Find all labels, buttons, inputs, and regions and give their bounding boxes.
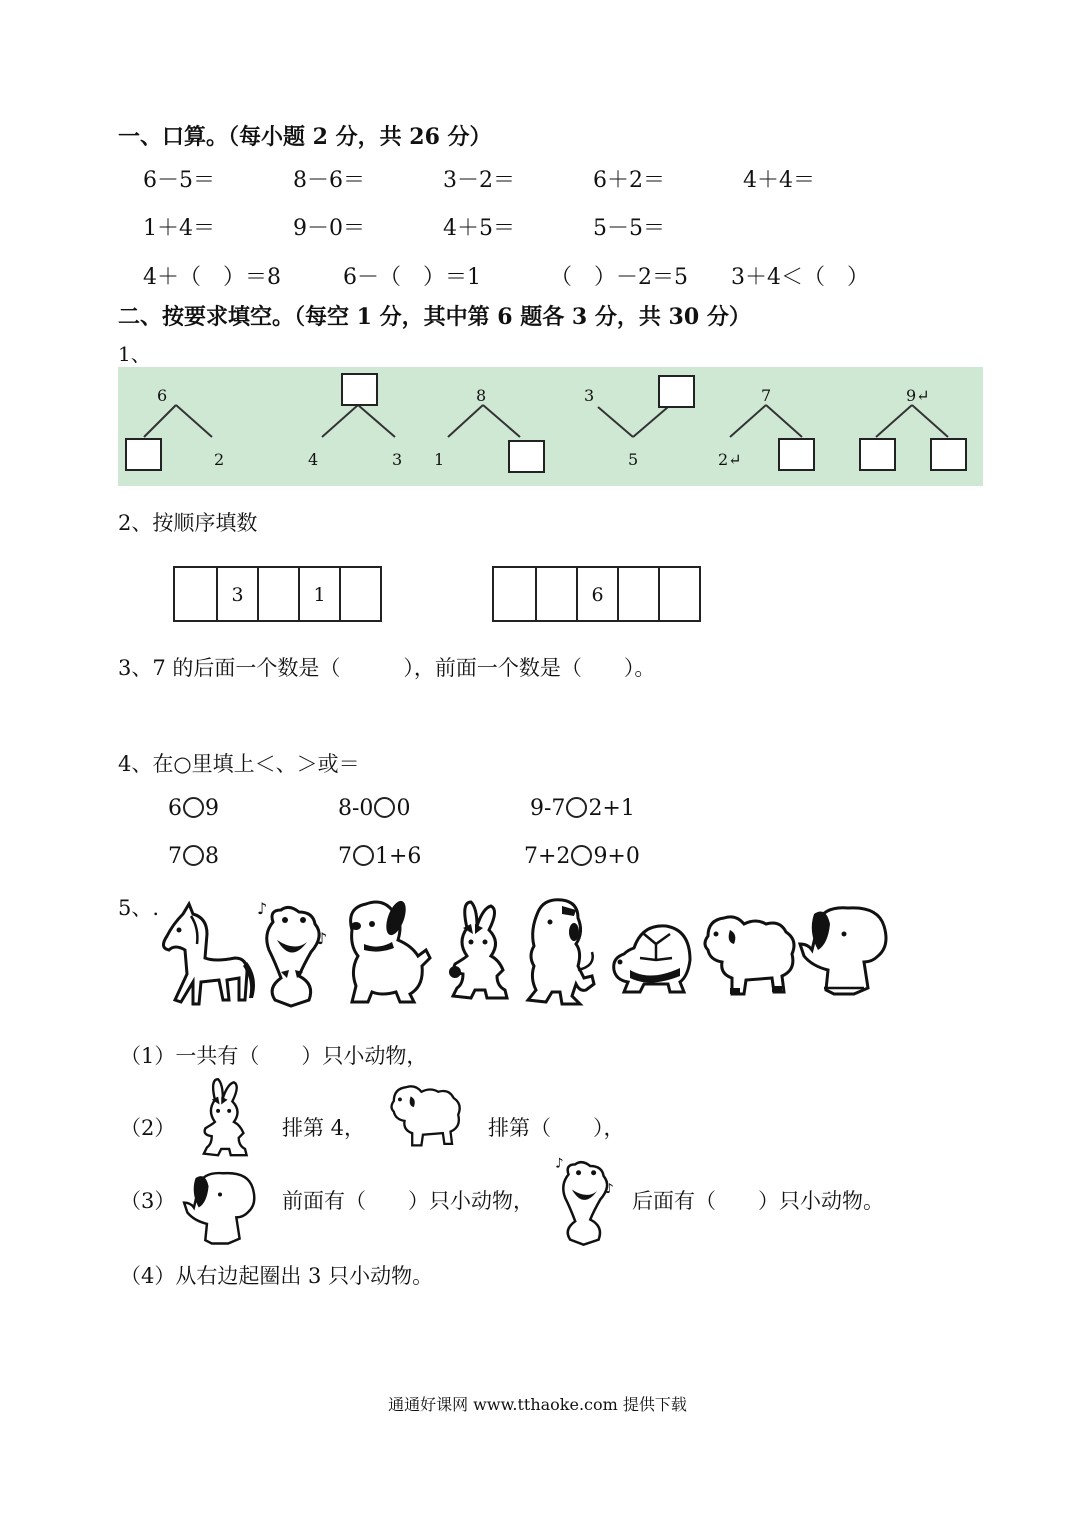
compare-item <box>168 844 219 869</box>
compare-circle[interactable] <box>353 845 374 866</box>
oral-calc-item: 3－2＝ <box>443 168 515 193</box>
oral-calc-item: 6＋2＝ <box>593 168 665 193</box>
compare-left: 7 <box>338 844 352 869</box>
answer-box[interactable] <box>930 438 967 471</box>
answer-box[interactable] <box>859 438 896 471</box>
answer-box[interactable] <box>125 438 162 471</box>
elephant-icon <box>172 1170 268 1250</box>
sequence-cell[interactable] <box>339 568 380 622</box>
tree-right-number: 2 <box>214 450 225 469</box>
compare-left: 7 <box>168 844 182 869</box>
panel-background <box>118 367 983 486</box>
dog-icon[interactable] <box>338 896 438 1006</box>
compare-right: 0 <box>396 796 411 821</box>
tree-top-number: 6 <box>157 386 168 405</box>
sequence-cell[interactable]: 1 <box>298 568 339 622</box>
sequence-cell[interactable] <box>658 568 699 622</box>
q5-label: 5、. <box>118 896 160 920</box>
q1-label: 1、 <box>118 342 151 366</box>
sequence-cell[interactable] <box>175 568 216 622</box>
compare-circle[interactable] <box>571 845 592 866</box>
fill-blank-item: （ ）－2＝5 <box>550 265 688 290</box>
compare-circle[interactable] <box>374 797 395 818</box>
turtle-icon[interactable] <box>610 918 695 998</box>
compare-left: 6 <box>168 796 182 821</box>
compare-right: 8 <box>205 844 219 869</box>
section2-title: 二、按要求填空。（每空 1 分，其中第 6 题各 3 分，共 30 分） <box>118 304 751 330</box>
elephant-icon[interactable] <box>798 904 890 1002</box>
tree-left-number: 3 <box>584 386 595 405</box>
tree-right-number: 3 <box>392 450 403 469</box>
fill-blank-item: 6－（ ）＝1 <box>343 265 481 290</box>
section1-title: 一、口算。（每小题 2 分，共 26 分） <box>118 124 492 150</box>
monkey-icon[interactable] <box>518 896 598 1008</box>
decomposition-lines <box>118 367 983 486</box>
svg-text:♪: ♪ <box>605 1181 614 1197</box>
compare-circle[interactable] <box>183 845 204 866</box>
tree-left-number: 1 <box>434 450 445 469</box>
tree-left-number: 2↵ <box>718 450 742 469</box>
compare-item <box>168 796 219 821</box>
compare-item <box>338 844 421 869</box>
compare-right: 2+1 <box>588 796 635 821</box>
fill-blank-item: 4＋（ ）＝8 <box>143 265 281 290</box>
q5-part4: （4）从右边起圈出 3 只小动物。 <box>120 1264 434 1288</box>
compare-right: 9 <box>205 796 219 821</box>
sheep-icon[interactable] <box>700 906 800 1000</box>
frog-icon <box>548 1156 630 1248</box>
sequence-cell[interactable] <box>257 568 298 622</box>
sequence-cell[interactable] <box>617 568 658 622</box>
answer-box[interactable] <box>778 438 815 471</box>
tree-top-number: 9↵ <box>906 386 930 405</box>
sequence-row-2 <box>492 566 701 622</box>
compare-left: 7+2 <box>524 844 571 869</box>
tree-bottom-number: 5 <box>628 450 639 469</box>
rabbit-icon[interactable] <box>445 898 517 1004</box>
frog-icon[interactable] <box>255 900 340 1010</box>
answer-box[interactable] <box>341 373 378 406</box>
answer-box[interactable] <box>508 440 545 473</box>
svg-text:♪: ♪ <box>555 1156 564 1172</box>
sheep-icon <box>380 1078 472 1150</box>
q5-part1: （1）一共有（ ）只小动物， <box>120 1044 428 1068</box>
svg-text:♪: ♪ <box>257 900 268 918</box>
q5-part2-end: 排第（ ）， <box>488 1116 625 1140</box>
oral-calc-item: 1＋4＝ <box>143 216 215 241</box>
compare-right: 9+0 <box>593 844 640 869</box>
sequence-cell[interactable] <box>494 568 535 622</box>
q2-label: 2、按顺序填数 <box>118 511 258 535</box>
compare-right: 1+6 <box>375 844 422 869</box>
compare-left: 8-0 <box>338 796 374 821</box>
q5-part2-prefix: （2） <box>120 1116 176 1140</box>
tree-top-number: 7 <box>761 386 772 405</box>
q4-label: 4、在○里填上＜、＞或＝ <box>118 752 360 776</box>
decomposition-panel <box>118 367 983 486</box>
q5-part3-mid: 前面有（ ）只小动物， <box>282 1189 534 1213</box>
oral-calc-item: 4＋4＝ <box>743 168 815 193</box>
fill-blank-item: 3＋4＜（ ） <box>731 265 869 290</box>
rabbit-icon <box>190 1076 262 1160</box>
svg-text:♪: ♪ <box>317 929 328 948</box>
oral-calc-item: 9－0＝ <box>293 216 365 241</box>
q5-part3-end: 后面有（ ）只小动物。 <box>632 1189 884 1213</box>
oral-calc-item: 5－5＝ <box>593 216 665 241</box>
oral-calc-item: 6－5＝ <box>143 168 215 193</box>
compare-circle[interactable] <box>566 797 587 818</box>
horse-icon[interactable] <box>155 900 260 1008</box>
answer-box[interactable] <box>658 375 695 408</box>
sequence-row-1 <box>173 566 382 622</box>
sequence-cell[interactable] <box>535 568 576 622</box>
compare-item <box>338 796 410 821</box>
compare-item <box>530 796 635 821</box>
oral-calc-item: 8－6＝ <box>293 168 365 193</box>
q5-part2-mid: 排第 4， <box>282 1116 366 1140</box>
oral-calc-item: 4＋5＝ <box>443 216 515 241</box>
compare-left: 9-7 <box>530 796 566 821</box>
q3-text: 3、7 的后面一个数是（ ），前面一个数是（ ）。 <box>118 656 656 680</box>
tree-left-number: 4 <box>308 450 319 469</box>
q5-part3-prefix: （3） <box>120 1189 176 1213</box>
sequence-cell[interactable]: 6 <box>576 568 617 622</box>
footer: 通通好课网 www.tthaoke.com 提供下载 <box>388 1395 687 1414</box>
compare-circle[interactable] <box>183 797 204 818</box>
tree-top-number: 8 <box>476 386 487 405</box>
sequence-cell[interactable]: 3 <box>216 568 257 622</box>
compare-item <box>524 844 640 869</box>
